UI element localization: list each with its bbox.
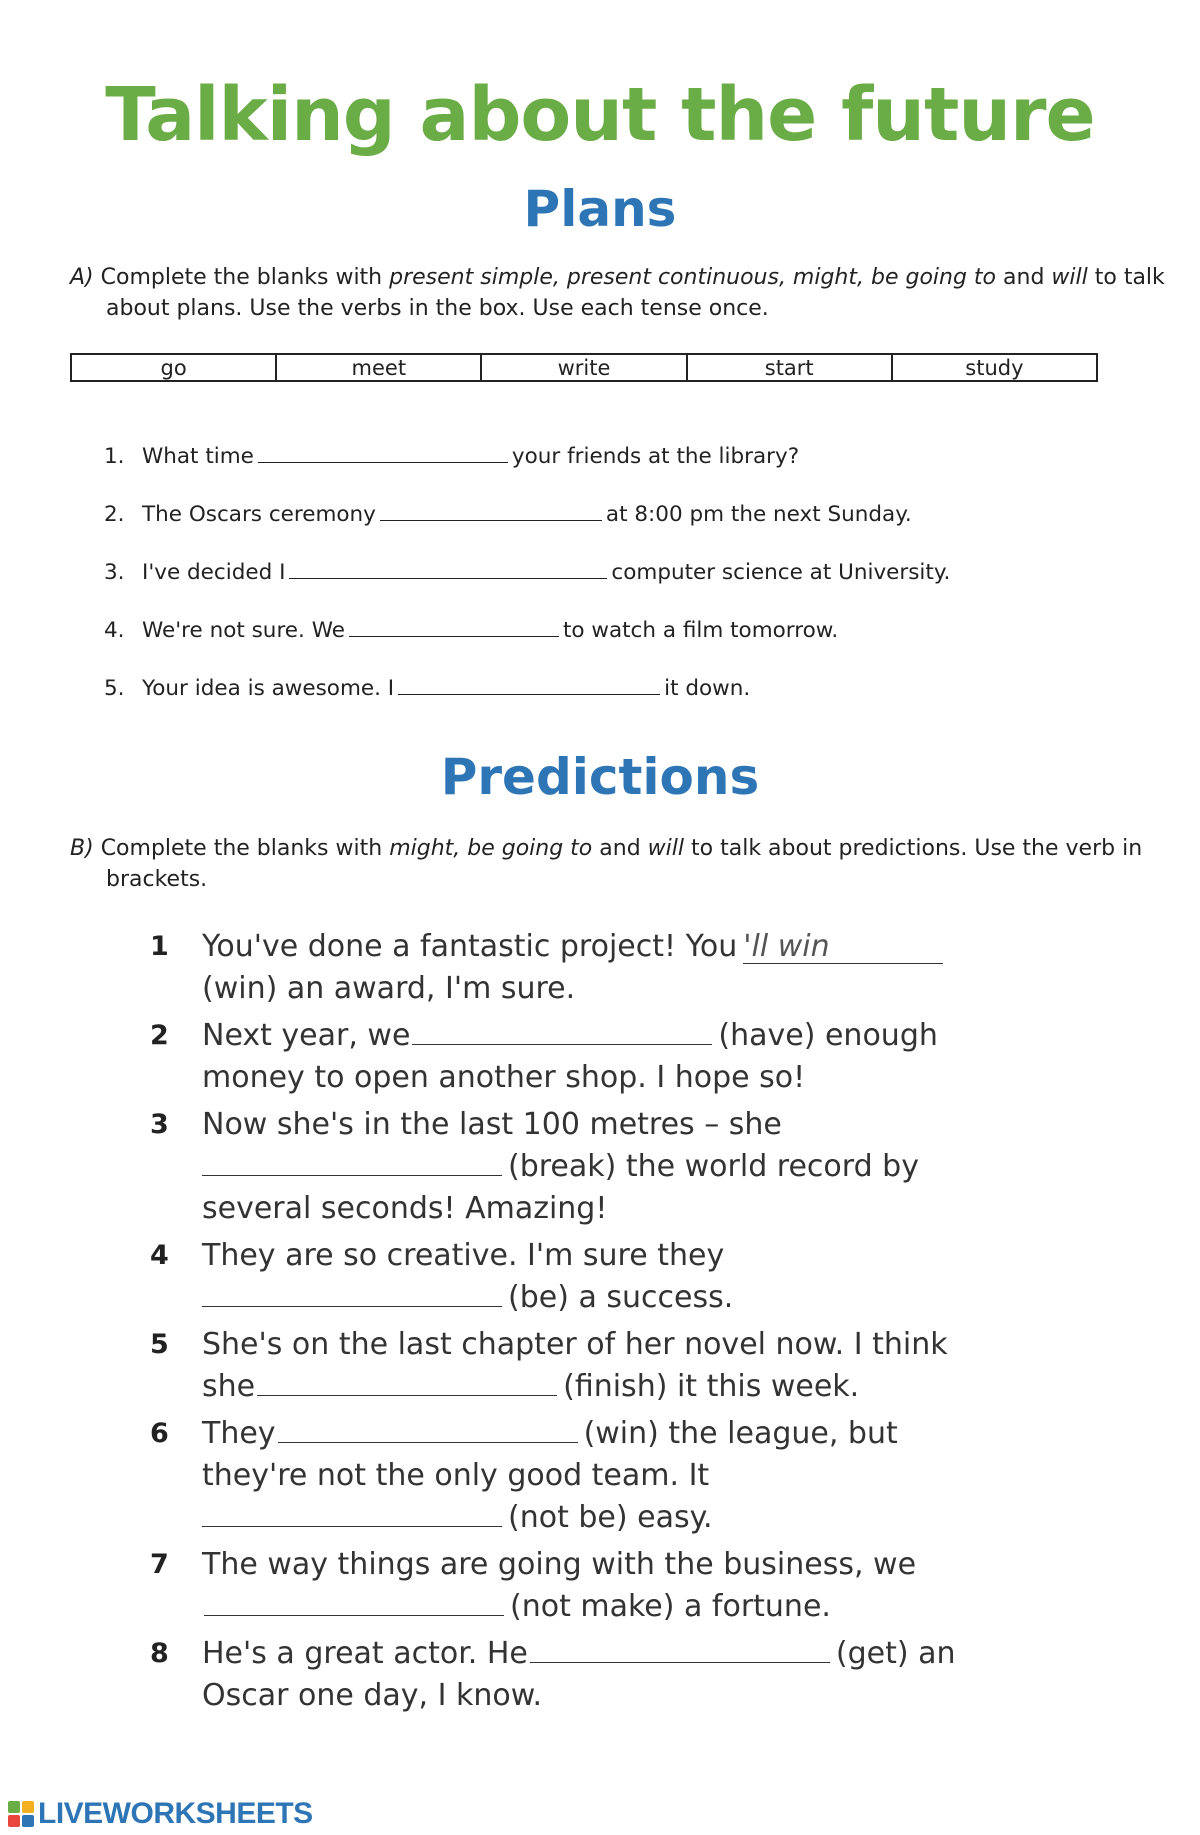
prediction-item (150, 926, 1000, 1010)
plans-item (104, 558, 950, 616)
prediction-item (150, 1324, 1000, 1408)
item-number: 6 (150, 1418, 169, 1449)
item-text: (finish) it this week. (563, 1369, 860, 1404)
item-text: your friends at the library? (511, 444, 800, 469)
predictions-exercise-list (150, 926, 1000, 1722)
item-number: 5. (104, 676, 125, 701)
item-text: (be) a success. (508, 1280, 734, 1315)
answer-blank[interactable] (202, 1498, 502, 1527)
verb-box (70, 353, 1098, 382)
item-text: You've done a fantastic project! You (202, 929, 738, 964)
verb-cell-write: write (482, 355, 687, 380)
answer-blank[interactable] (380, 500, 602, 521)
item-text: He's a great actor. He (202, 1636, 528, 1671)
prediction-item (150, 1104, 1000, 1230)
item-text: (win) an award, I'm sure. (202, 971, 576, 1006)
answer-blank[interactable] (204, 1587, 504, 1616)
predictions-heading: Predictions (440, 748, 760, 806)
item-text: Next year, we (202, 1018, 411, 1053)
item-number: 8 (150, 1638, 169, 1669)
instruction-text: to talk about plans. Use the verbs in the box. Use each tense once. (106, 265, 1165, 321)
verb-cell-meet: meet (277, 355, 482, 380)
item-text: I've decided I (142, 560, 286, 585)
answer-blank[interactable] (258, 442, 508, 463)
instruction-italic: might, be going to (389, 836, 593, 861)
prediction-item (150, 1633, 1000, 1717)
instruction-text: and (1003, 265, 1045, 290)
item-text: The way things are going with the business, we (202, 1547, 917, 1582)
answer-blank[interactable] (530, 1634, 830, 1663)
item-text: (not be) easy. (508, 1500, 713, 1535)
item-text: She's on the last chapter of her novel now. I think she (202, 1327, 948, 1404)
item-text: computer science at University. (611, 560, 951, 585)
item-text: Now she's in the last 100 metres – she (202, 1107, 782, 1142)
logo-text: LIVEWORKSHEETS (38, 1797, 313, 1830)
instruction-text: to talk about predictions. Use the verb in brackets. (106, 836, 1143, 892)
answer-blank[interactable] (349, 616, 559, 637)
instruction-italic: will (1051, 265, 1088, 290)
item-text: They are so creative. I'm sure they (202, 1238, 725, 1273)
item-text: it down. (664, 676, 751, 701)
item-number: 1 (150, 931, 169, 962)
plans-item (104, 616, 950, 674)
item-text: at 8:00 pm the next Sunday. (605, 502, 912, 527)
instruction-text: Complete the blanks with (100, 265, 383, 290)
logo-grid-icon (8, 1801, 34, 1827)
item-text: (win) the league, but they're not the only good team. It (202, 1416, 898, 1493)
item-text: They (202, 1416, 276, 1451)
prediction-item (150, 1544, 1000, 1628)
instruction-text: Complete the blanks with (100, 836, 383, 861)
prediction-item (150, 1015, 1000, 1099)
prediction-item (150, 1235, 1000, 1319)
plans-exercise-list (104, 442, 950, 732)
item-number: 5 (150, 1329, 169, 1360)
plans-heading: Plans (523, 180, 677, 238)
answer-blank[interactable] (202, 1278, 502, 1307)
instruction-italic: present simple, present continuous, might, be going to (389, 265, 997, 290)
instruction-italic: will (647, 836, 685, 861)
answer-blank[interactable] (202, 1147, 502, 1176)
plans-item (104, 442, 950, 500)
item-number: 4. (104, 618, 125, 643)
item-text: (get) an Oscar one day, I know. (202, 1636, 956, 1713)
item-text: (have) enough money to open another shop. I hope so! (202, 1018, 938, 1095)
item-number: 1. (104, 444, 125, 469)
liveworksheets-logo[interactable] (8, 1797, 313, 1831)
verb-cell-start: start (688, 355, 893, 380)
item-number: 2. (104, 502, 125, 527)
item-text: We're not sure. We (142, 618, 345, 643)
item-text: (break) the world record by several seconds! Amazing! (202, 1149, 919, 1226)
example-answer[interactable]: 'll win (743, 931, 943, 964)
item-number: 4 (150, 1240, 169, 1271)
item-number: 7 (150, 1549, 169, 1580)
prediction-item (150, 1413, 1000, 1539)
instruction-letter: B) (70, 836, 94, 861)
item-text: Your idea is awesome. I (142, 676, 395, 701)
answer-blank[interactable] (278, 1414, 578, 1443)
item-text: (not make) a fortune. (510, 1589, 831, 1624)
answer-blank[interactable] (412, 1016, 712, 1045)
answer-blank[interactable] (398, 674, 660, 695)
item-number: 3. (104, 560, 125, 585)
verb-cell-go: go (72, 355, 277, 380)
item-number: 3 (150, 1109, 169, 1140)
verb-cell-study: study (965, 356, 1024, 380)
instruction-letter: A) (70, 265, 94, 290)
item-text: What time (142, 444, 254, 469)
predictions-instruction (70, 833, 1176, 895)
page-title: Talking about the future (105, 72, 1095, 158)
item-text: to watch a film tomorrow. (562, 618, 839, 643)
plans-item (104, 674, 950, 732)
plans-instruction (70, 262, 1176, 324)
answer-blank[interactable] (257, 1367, 557, 1396)
instruction-text: and (599, 836, 641, 861)
plans-item (104, 500, 950, 558)
item-number: 2 (150, 1020, 169, 1051)
answer-blank[interactable] (289, 558, 607, 579)
item-text: The Oscars ceremony (142, 502, 376, 527)
